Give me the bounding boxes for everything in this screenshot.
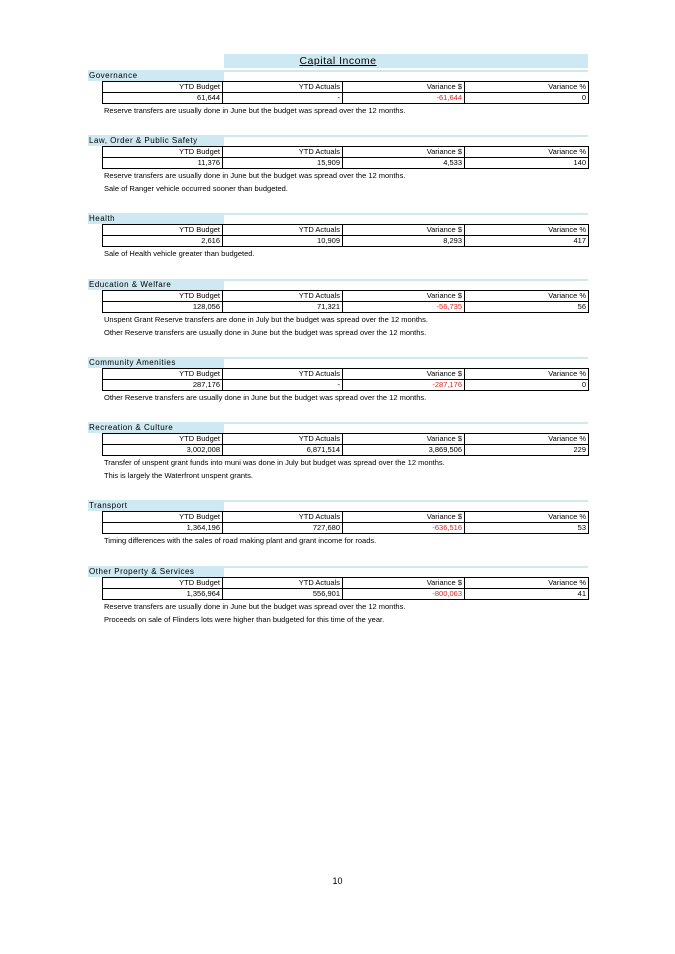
section-title: Recreation & Culture <box>89 423 174 432</box>
table-header-row <box>103 369 589 380</box>
cell-actuals: 15,909 <box>223 158 343 169</box>
section-law-order-public-safety <box>88 135 588 197</box>
column-header: Variance % <box>465 82 589 93</box>
section-title: Education & Welfare <box>89 280 172 289</box>
notes <box>104 249 588 262</box>
cell-variance: -636,516 <box>343 523 465 534</box>
column-header: YTD Actuals <box>223 369 343 380</box>
column-header: Variance $ <box>343 147 465 158</box>
cell-budget: 3,002,008 <box>103 445 223 456</box>
cell-budget: 1,364,196 <box>103 523 223 534</box>
cell-variance: 3,869,506 <box>343 445 465 456</box>
column-header: Variance % <box>465 225 589 236</box>
cell-actuals: 556,901 <box>223 589 343 600</box>
note-text: Other Reserve transfers are usually done in June but the budget was spread over the 12 months. <box>104 328 427 337</box>
table-header-row <box>103 225 589 236</box>
section-header-line <box>224 213 588 215</box>
column-header: YTD Budget <box>103 434 223 445</box>
section-header-line <box>224 70 588 72</box>
notes <box>104 458 588 484</box>
column-header: YTD Budget <box>103 512 223 523</box>
section-header <box>88 500 588 511</box>
note-text: Proceeds on sale of Flinders lots were higher than budgeted for this time of the year. <box>104 615 385 624</box>
section-title: Community Amenities <box>89 358 176 367</box>
notes <box>104 315 588 341</box>
column-header: YTD Budget <box>103 82 223 93</box>
table-row <box>103 158 589 169</box>
section-header <box>88 422 588 433</box>
notes <box>104 393 588 406</box>
table-header-row <box>103 434 589 445</box>
note-text: Timing differences with the sales of road making plant and grant income for roads. <box>104 536 377 545</box>
column-header: YTD Actuals <box>223 82 343 93</box>
section-community-amenities <box>88 357 588 406</box>
note-text: Reserve transfers are usually done in June but the budget was spread over the 12 months. <box>104 106 406 115</box>
section-header-line <box>224 279 588 281</box>
cell-budget: 11,376 <box>103 158 223 169</box>
page-title: Capital Income <box>299 55 377 67</box>
cell-actuals: 10,909 <box>223 236 343 247</box>
section-title: Health <box>89 214 116 223</box>
column-header: YTD Actuals <box>223 512 343 523</box>
table-header-row <box>103 147 589 158</box>
section-header-line <box>224 566 588 568</box>
section-title: Other Property & Services <box>89 567 195 576</box>
column-header: Variance % <box>465 578 589 589</box>
column-header: YTD Actuals <box>223 578 343 589</box>
section-governance <box>88 70 588 119</box>
cell-budget: 61,644 <box>103 93 223 104</box>
column-header: Variance $ <box>343 434 465 445</box>
notes <box>104 106 588 119</box>
section-header-line <box>224 135 588 137</box>
variance-table <box>102 511 589 534</box>
cell-budget: 1,356,964 <box>103 589 223 600</box>
cell-actuals: 71,321 <box>223 302 343 313</box>
cell-budget: 2,616 <box>103 236 223 247</box>
cell-variance-pct: 140 <box>465 158 589 169</box>
table-header-row <box>103 512 589 523</box>
column-header: Variance $ <box>343 82 465 93</box>
column-header: YTD Actuals <box>223 225 343 236</box>
cell-variance: -61,644 <box>343 93 465 104</box>
section-header <box>88 566 588 577</box>
section-education-welfare <box>88 279 588 341</box>
table-row <box>103 380 589 391</box>
table-header-row <box>103 82 589 93</box>
cell-actuals: 6,871,514 <box>223 445 343 456</box>
cell-variance-pct: 53 <box>465 523 589 534</box>
table-row <box>103 302 589 313</box>
cell-variance-pct: 41 <box>465 589 589 600</box>
column-header: Variance % <box>465 291 589 302</box>
note-text: Other Reserve transfers are usually done in June but the budget was spread over the 12 months. <box>104 393 427 402</box>
note-text: Sale of Ranger vehicle occurred sooner than budgeted. <box>104 184 288 193</box>
variance-table <box>102 224 589 247</box>
page-number: 10 <box>332 876 343 886</box>
cell-variance-pct: 0 <box>465 93 589 104</box>
note-text: Transfer of unspent grant funds into muni was done in July but budget was spread over the 12 months. <box>104 458 445 467</box>
variance-table <box>102 577 589 600</box>
variance-table <box>102 290 589 313</box>
cell-variance-pct: 417 <box>465 236 589 247</box>
column-header: YTD Actuals <box>223 147 343 158</box>
column-header: Variance $ <box>343 291 465 302</box>
notes <box>104 602 588 628</box>
column-header: Variance $ <box>343 578 465 589</box>
section-header <box>88 357 588 368</box>
notes <box>104 171 588 197</box>
section-header-line <box>224 500 588 502</box>
section-title: Governance <box>89 71 138 80</box>
section-title: Law, Order & Public Safety <box>89 136 198 145</box>
section-header <box>88 279 588 290</box>
cell-variance-pct: 229 <box>465 445 589 456</box>
table-row <box>103 93 589 104</box>
table-row <box>103 236 589 247</box>
column-header: YTD Budget <box>103 291 223 302</box>
variance-table <box>102 146 589 169</box>
variance-table <box>102 81 589 104</box>
cell-variance: 4,533 <box>343 158 465 169</box>
table-row <box>103 445 589 456</box>
table-header-row <box>103 291 589 302</box>
cell-actuals: - <box>223 380 343 391</box>
column-header: Variance % <box>465 434 589 445</box>
cell-variance: -800,063 <box>343 589 465 600</box>
variance-table <box>102 433 589 456</box>
column-header: YTD Budget <box>103 578 223 589</box>
section-header <box>88 213 588 224</box>
section-recreation-culture <box>88 422 588 484</box>
cell-actuals: - <box>223 93 343 104</box>
cell-variance: -56,735 <box>343 302 465 313</box>
section-other-property-services <box>88 566 588 628</box>
cell-variance: 8,293 <box>343 236 465 247</box>
section-header <box>88 70 588 81</box>
section-title: Transport <box>89 501 128 510</box>
column-header: Variance % <box>465 512 589 523</box>
note-text: Reserve transfers are usually done in June but the budget was spread over the 12 months. <box>104 171 406 180</box>
column-header: Variance % <box>465 369 589 380</box>
cell-budget: 128,056 <box>103 302 223 313</box>
cell-budget: 287,176 <box>103 380 223 391</box>
column-header: YTD Actuals <box>223 434 343 445</box>
section-header-line <box>224 357 588 359</box>
note-text: Reserve transfers are usually done in June but the budget was spread over the 12 months. <box>104 602 406 611</box>
cell-actuals: 727,680 <box>223 523 343 534</box>
cell-variance-pct: 0 <box>465 380 589 391</box>
column-header: Variance % <box>465 147 589 158</box>
column-header: Variance $ <box>343 225 465 236</box>
column-header: Variance $ <box>343 369 465 380</box>
note-text: This is largely the Waterfront unspent grants. <box>104 471 253 480</box>
cell-variance-pct: 56 <box>465 302 589 313</box>
table-header-row <box>103 578 589 589</box>
section-header-line <box>224 422 588 424</box>
cell-variance: -287,176 <box>343 380 465 391</box>
section-health <box>88 213 588 262</box>
column-header: Variance $ <box>343 512 465 523</box>
column-header: YTD Budget <box>103 147 223 158</box>
notes <box>104 536 588 549</box>
column-header: YTD Budget <box>103 369 223 380</box>
variance-table <box>102 368 589 391</box>
note-text: Unspent Grant Reserve transfers are done in July but the budget was spread over the 12 months. <box>104 315 428 324</box>
section-header <box>88 135 588 146</box>
table-row <box>103 523 589 534</box>
column-header: YTD Budget <box>103 225 223 236</box>
section-transport <box>88 500 588 549</box>
column-header: YTD Actuals <box>223 291 343 302</box>
note-text: Sale of Health vehicle greater than budgeted. <box>104 249 255 258</box>
table-row <box>103 589 589 600</box>
